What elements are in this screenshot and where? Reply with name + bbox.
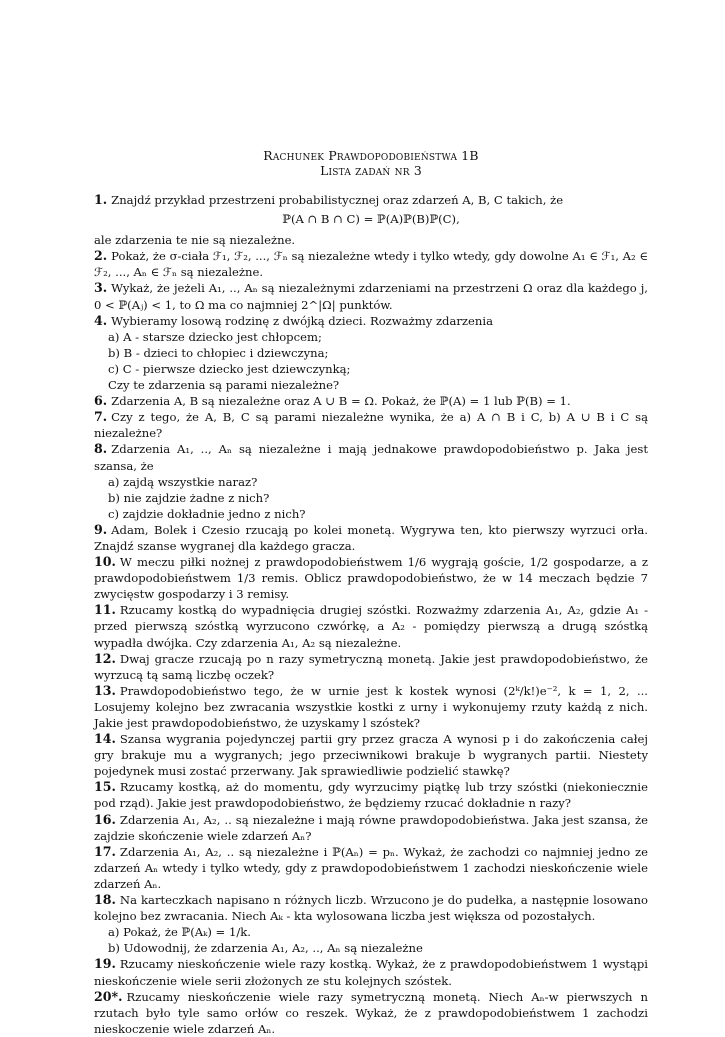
- problem-number: 4.: [94, 312, 108, 328]
- problem-12: [94, 651, 648, 683]
- problem-text: Adam, Bolek i Czesio rzucają po kolei monetą. Wygrywa ten, kto pierwszy wyrzuci orła. Znajdź szanse wygranej dla każdego gracza.: [94, 522, 648, 553]
- sheet-header: [94, 148, 648, 178]
- problem-2: [94, 248, 648, 280]
- problem-13: [94, 683, 648, 731]
- problem-20-star: [94, 989, 648, 1037]
- problem-number: 12.: [94, 650, 116, 666]
- problem-10: [94, 554, 648, 602]
- problem-number: 19.: [94, 956, 116, 972]
- problem-text: Wykaż, że jeżeli A₁, .., Aₙ są niezależnymi zdarzeniami na przestrzeni Ω oraz dla każdego j, 0 < ℙ(Aⱼ) < 1, to Ω ma co najmniej 2^|Ω| punktów.: [94, 281, 648, 312]
- problem-17: [94, 844, 648, 892]
- problem-text: Zdarzenia A, B są niezależne oraz A ∪ B = Ω. Pokaż, że ℙ(A) = 1 lub ℙ(B) = 1.: [111, 394, 571, 409]
- sheet-title: Rachunek Prawdopodobieństwa 1B: [263, 148, 479, 163]
- problem-text: Na karteczkach napisano n różnych liczb. Wrzucono je do pudełka, a następnie losowano kolejno bez zwracania. Niech Aₖ - kta wylosowana liczba jest większa od pozostałych.: [94, 893, 648, 924]
- problem-16: [94, 812, 648, 844]
- problem-text: Rzucamy kostką do wypadnięcia drugiej szóstki. Rozważmy zdarzenia A₁, A₂, gdzie A₁ - przed pierwszą szóstką wyrzucono czwórkę, a A₂ - pomiędzy pierwszą a drugą szóstką wypadła dwójka. Czy zdarzenia A₁, A₂ są niezależne.: [94, 603, 648, 650]
- problem-18: [94, 892, 648, 924]
- problem-text: W meczu piłki nożnej z prawdopodobieństwem 1/6 wygrają goście, 1/2 gospodarze, a z prawdopodobieństwem 1/3 remis. Oblicz prawdopodobieństwo, że w 14 meczach będzie 7 zwycięstw gospodarzy i 3 remisy.: [94, 555, 648, 602]
- problem-text: Znajdź przykład przestrzeni probabilistycznej oraz zdarzeń A, B, C takich, że: [111, 193, 564, 207]
- problem-text: Rzucamy nieskończenie wiele razy symetryczną monetą. Niech Aₙ-w pierwszych n rzutach było tyle samo orłów co reszek. Wykaż, że z prawdopodobieństwem 1 zachodzi nieskoczenie wiele zdarzeń Aₙ.: [94, 989, 648, 1036]
- problem-6: [94, 393, 648, 409]
- problem-text: Wybieramy losową rodzinę z dwójką dzieci. Rozważmy zdarzenia: [111, 313, 493, 328]
- problem-number: 8.: [94, 441, 108, 457]
- problem-text: Zdarzenia A₁, .., Aₙ są niezależne i mają jednakowe prawdopodobieństwo p. Jaka jest szansa, że: [94, 442, 648, 473]
- problem-1: [94, 192, 648, 208]
- problem-text: Prawdopodobieństwo tego, że w urnie jest k kostek wynosi (2ᵏ/k!)e⁻², k = 1, 2, ... Losujemy kolejno bez zwracania wszystkie kostki z urny i wykonujemy rzuty każdą z nich. Jakie jest prawdopodobieństwo, że uzyskamy l szóstek?: [94, 683, 648, 730]
- problem-text-continued: ale zdarzenia te nie są niezależne.: [94, 233, 296, 248]
- problem-number: 2.: [94, 248, 108, 264]
- subitem: c) zajdzie dokładnie jedno z nich?: [108, 506, 306, 521]
- problem-number: 20*.: [94, 988, 123, 1004]
- problem-text: Zdarzenia A₁, A₂, .. są niezależne i ℙ(Aₙ) = pₙ. Wykaż, że zachodzi co najmniej jedno ze zdarzeń Aₙ wtedy i tylko wtedy, gdy z prawdopodobieństwem 1 zachodzi nieskończenie wiele zdarzeń Aₙ.: [94, 844, 648, 891]
- display-equation: ℙ(A ∩ B ∩ C) = ℙ(A)ℙ(B)ℙ(C),: [282, 212, 460, 227]
- subitem: a) zajdą wszystkie naraz?: [108, 474, 258, 489]
- problem-4: [94, 313, 648, 329]
- problem-number: 9.: [94, 521, 108, 537]
- problem-number: 11.: [94, 602, 116, 618]
- subitem: Czy te zdarzenia są parami niezależne?: [108, 378, 340, 393]
- problem-sheet: [94, 148, 648, 1037]
- problem-8: [94, 441, 648, 473]
- problem-text: Rzucamy nieskończenie wiele razy kostką. Wykaż, że z prawdopodobieństwem 1 wystąpi nieskończenie wiele serii złożonych ze stu kolejnych szóstek.: [94, 957, 648, 988]
- problem-number: 10.: [94, 554, 116, 570]
- problem-number: 6.: [94, 393, 108, 409]
- problem-9: [94, 522, 648, 554]
- problem-11: [94, 602, 648, 650]
- problem-number: 16.: [94, 811, 116, 827]
- subitem: b) nie zajdzie żadne z nich?: [108, 490, 270, 505]
- problem-text: Rzucamy kostką, aż do momentu, gdy wyrzucimy piątkę lub trzy szóstki (niekoniecznie pod rząd). Jakie jest prawdopodobieństwo, że będziemy rzucać dokładnie n razy?: [94, 780, 648, 811]
- subitem: b) B - dzieci to chłopiec i dziewczyna;: [108, 345, 329, 360]
- subitem: c) C - pierwsze dziecko jest dziewczynką;: [108, 361, 351, 376]
- problem-number: 15.: [94, 779, 116, 795]
- problem-text: Pokaż, że σ-ciała ℱ₁, ℱ₂, ..., ℱₙ są niezależne wtedy i tylko wtedy, gdy dowolne A₁ ∈ ℱ₁, A₂ ∈ ℱ₂, ..., Aₙ ∈ ℱₙ są niezależne.: [94, 249, 648, 280]
- problem-number: 3.: [94, 280, 108, 296]
- problem-number: 7.: [94, 409, 108, 425]
- problem-7: [94, 409, 648, 441]
- problem-number: 18.: [94, 892, 116, 908]
- problem-number: 1.: [94, 192, 108, 207]
- problem-3: [94, 280, 648, 312]
- problem-text: Czy z tego, że A, B, C są parami niezależne wynika, że a) A ∩ B i C, b) A ∪ B i C są niezależne?: [94, 410, 648, 441]
- problem-text: Dwaj gracze rzucają po n razy symetryczną monetą. Jakie jest prawdopodobieństwo, że wyrzucą tą samą liczbę oczek?: [94, 651, 648, 682]
- sheet-subtitle: Lista zadań nr 3: [320, 163, 422, 178]
- problem-text: Zdarzenia A₁, A₂, .. są niezależne i mają równe prawdopodobieństwa. Jaka jest szansa, że zajdzie skończenie wiele zdarzeń Aₙ?: [94, 812, 648, 843]
- subitem: a) Pokaż, że ℙ(Aₖ) = 1/k.: [108, 925, 251, 940]
- problem-15: [94, 779, 648, 811]
- problem-14: [94, 731, 648, 779]
- problem-19: [94, 956, 648, 988]
- problem-number: 13.: [94, 682, 116, 698]
- problem-number: 17.: [94, 843, 116, 859]
- subitem: b) Udowodnij, że zdarzenia A₁, A₂, .., Aₙ są niezależne: [108, 941, 423, 956]
- problem-text: Szansa wygrania pojedynczej partii gry przez gracza A wynosi p i do zakończenia całej gry brakuje mu a wygranych; jego przeciwnikowi brakuje b wygranych partii. Niestety pojedynek musi zostać przerwany. Jak sprawiedliwie podzielić stawkę?: [94, 732, 648, 779]
- problem-number: 14.: [94, 731, 116, 747]
- subitem: a) A - starsze dziecko jest chłopcem;: [108, 329, 322, 344]
